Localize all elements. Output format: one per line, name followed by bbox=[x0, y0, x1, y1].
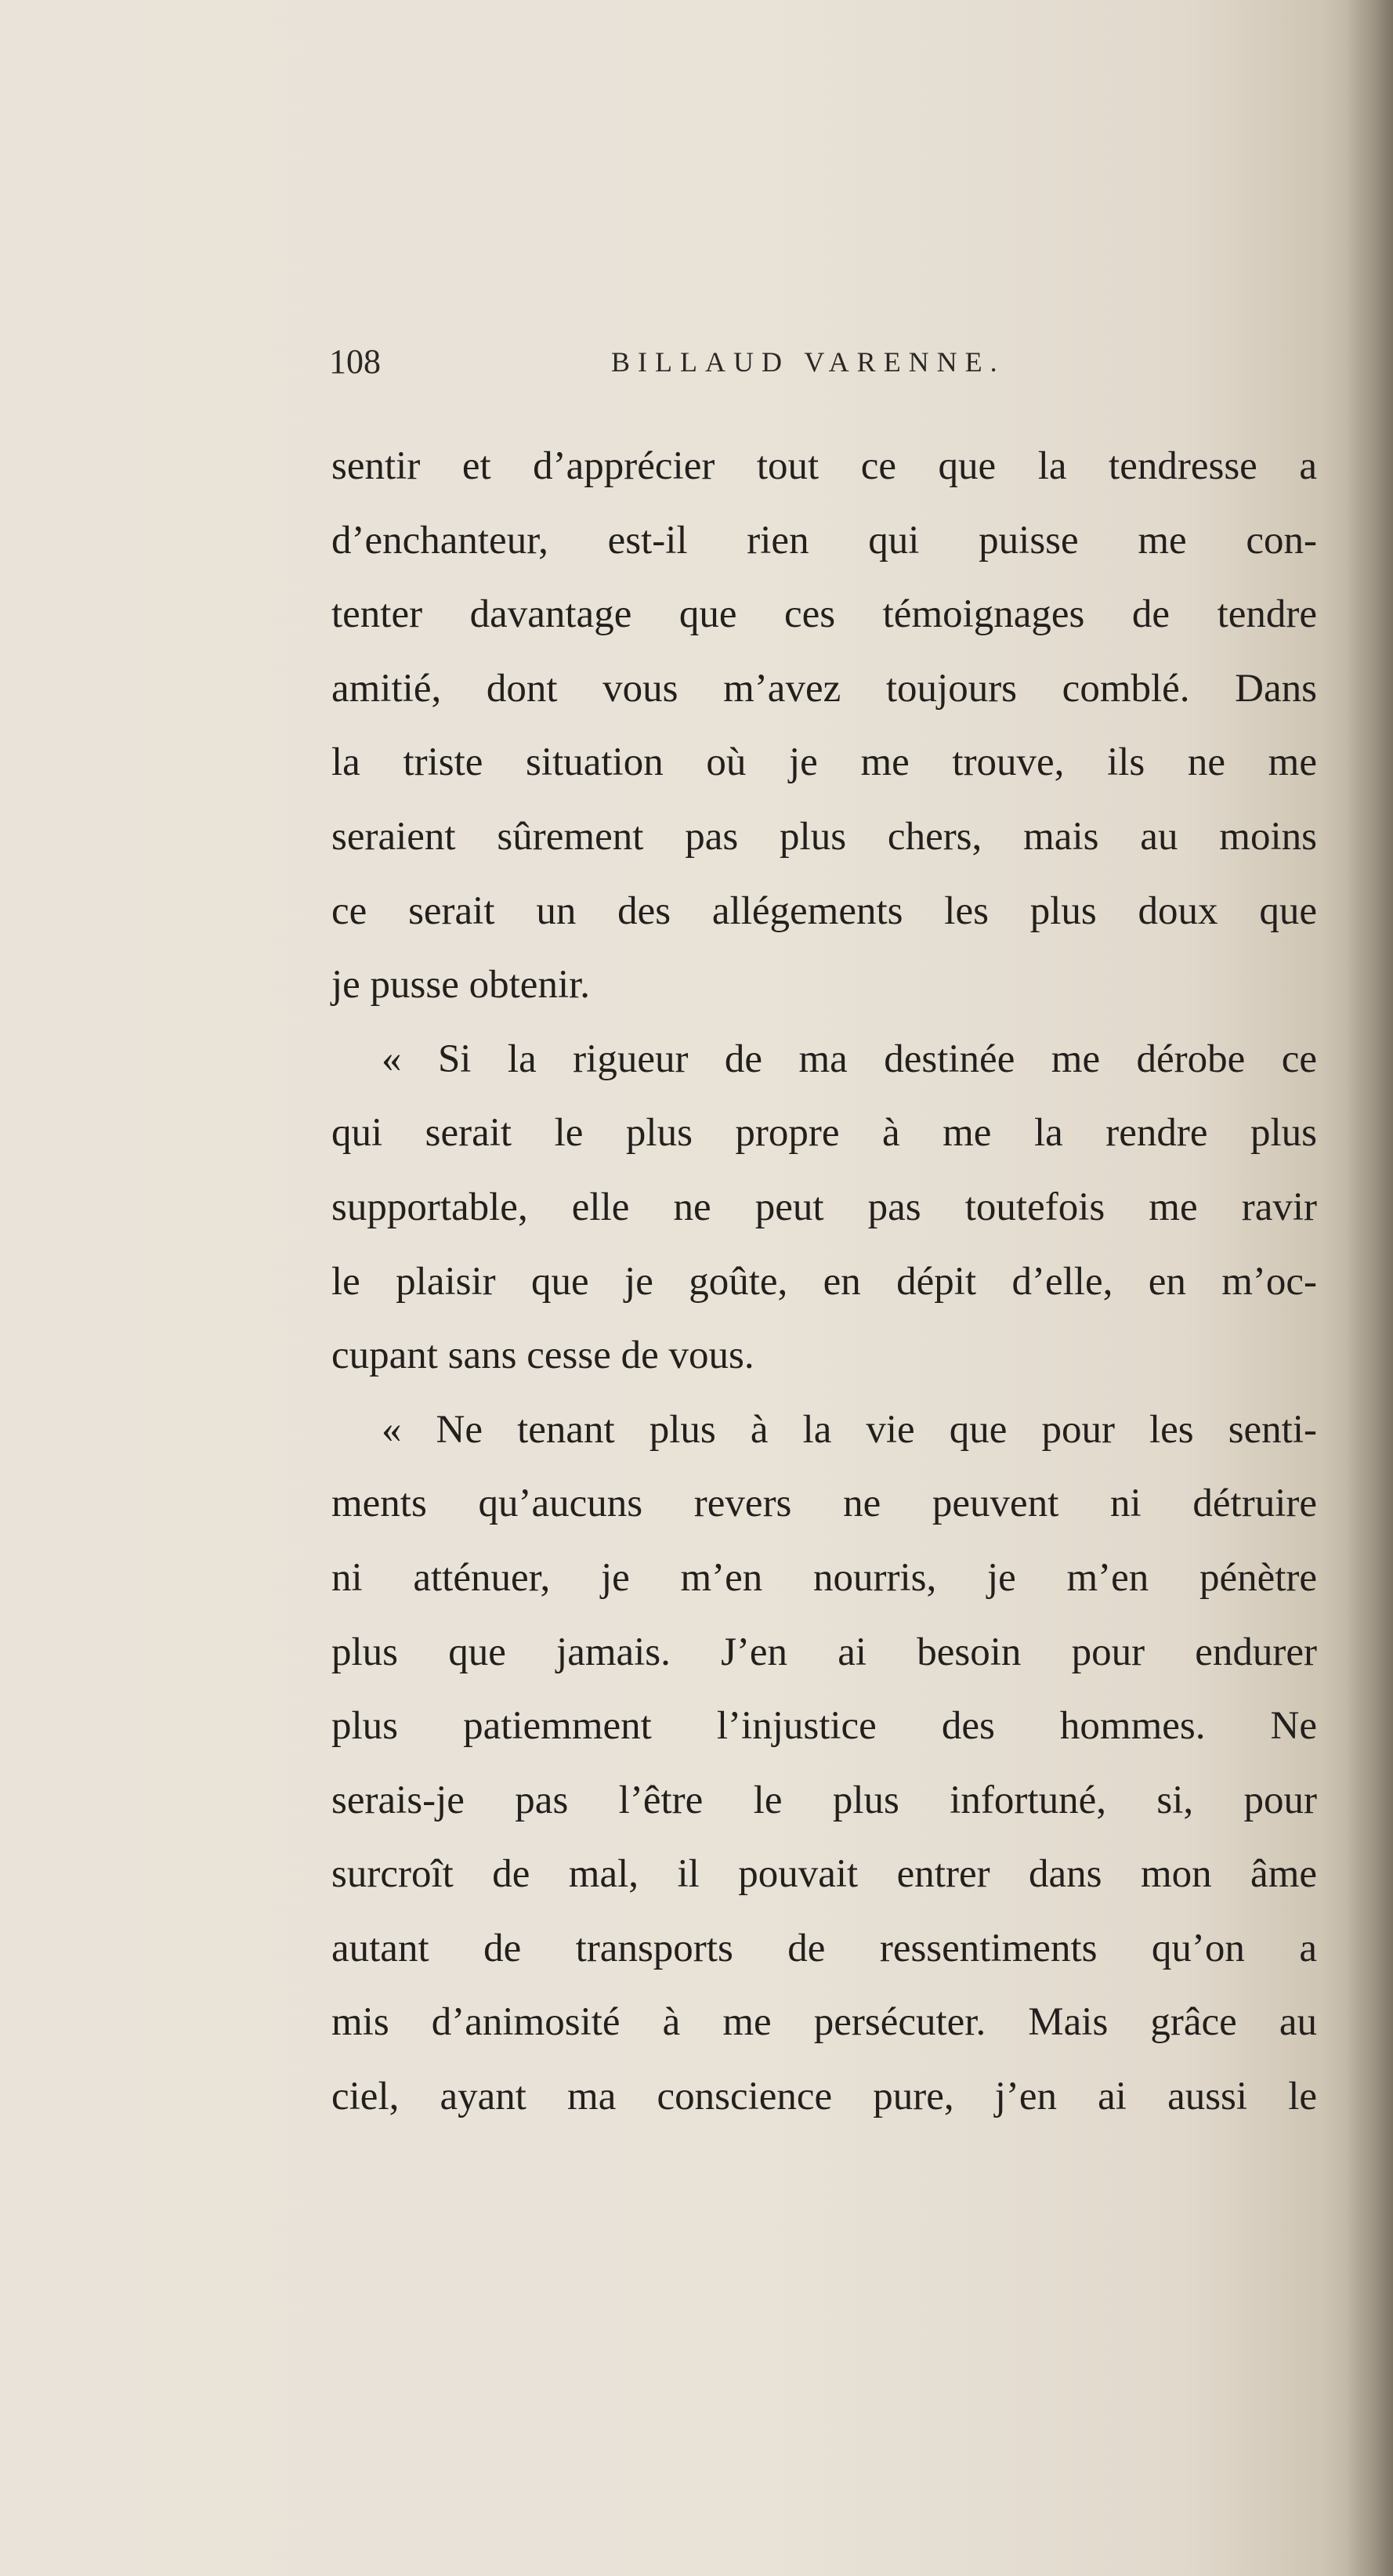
text-line: d’enchanteur, est-il rien qui puisse me con- bbox=[331, 518, 1317, 563]
text-line: surcroît de mal, il pouvait entrer dans mon âme bbox=[331, 1852, 1317, 1897]
text-line: ments qu’aucuns revers ne peuvent ni détruire bbox=[331, 1482, 1317, 1526]
text-line: qui serait le plus propre à me la rendre plus bbox=[331, 1111, 1317, 1156]
text-line: tenter davantage que ces témoignages de tendre bbox=[331, 592, 1317, 637]
page-number: 108 bbox=[329, 342, 381, 381]
running-head bbox=[329, 338, 1316, 385]
text-line: ni atténuer, je m’en nourris, je m’en pénètre bbox=[331, 1555, 1317, 1600]
text-line: plus que jamais. J’en ai besoin pour endurer bbox=[331, 1630, 1317, 1674]
text-line: autant de transports de ressentiments qu’on a bbox=[331, 1926, 1317, 1970]
text-line: la triste situation où je me trouve, ils ne me bbox=[331, 740, 1317, 785]
text-line: plus patiemment l’injustice des hommes. Ne bbox=[331, 1704, 1317, 1749]
text-line: amitié, dont vous m’avez toujours comblé. Dans bbox=[331, 666, 1317, 711]
running-title: BILLAUD VARENNE. bbox=[611, 346, 1005, 378]
text-line: serais-je pas l’être le plus infortuné, si, pour bbox=[331, 1778, 1317, 1822]
text-line: cupant sans cesse de vous. bbox=[331, 1333, 754, 1378]
text-line: mis d’animosité à me persécuter. Mais grâce au bbox=[331, 2000, 1317, 2045]
paragraph-3 bbox=[331, 1393, 1317, 2134]
paragraph-2 bbox=[331, 1022, 1317, 1393]
text-line: je pusse obtenir. bbox=[331, 963, 591, 1008]
paragraph-1 bbox=[331, 429, 1317, 1022]
page-edge-shadow bbox=[1346, 0, 1393, 2576]
text-line: supportable, elle ne peut pas toutefois me ravir bbox=[331, 1185, 1317, 1229]
text-line: « Si la rigueur de ma destinée me dérobe ce bbox=[382, 1037, 1317, 1081]
text-line: ce serait un des allégements les plus doux que bbox=[331, 888, 1317, 933]
text-line: ciel, ayant ma conscience pure, j’en ai aussi le bbox=[331, 2075, 1317, 2119]
body-text bbox=[331, 429, 1317, 2134]
text-line: sentir et d’apprécier tout ce que la tendresse a bbox=[331, 444, 1317, 488]
text-line: le plaisir que je goûte, en dépit d’elle, en m’oc- bbox=[331, 1259, 1317, 1304]
text-line: seraient sûrement pas plus chers, mais au moins bbox=[331, 814, 1317, 859]
text-line: « Ne tenant plus à la vie que pour les senti- bbox=[382, 1407, 1317, 1452]
